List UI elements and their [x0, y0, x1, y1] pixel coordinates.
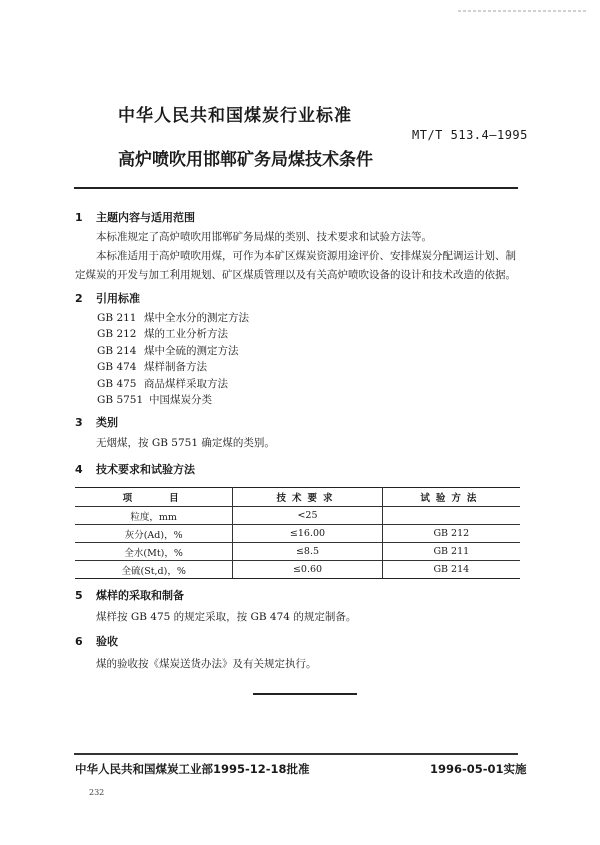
- column-header-requirement: 技术要求: [233, 488, 382, 507]
- approval-line: 中华人民共和国煤炭工业部1995-12-18批准: [75, 762, 310, 776]
- section-heading-3: [75, 414, 118, 430]
- reference-item: GB 212 煤的工业分析方法: [97, 328, 228, 341]
- section-6-para-1: 煤的验收按《煤炭送货办法》及有关规定执行。: [96, 658, 317, 670]
- section-heading-2: [75, 290, 140, 306]
- standard-code: MT/T 513.4—1995: [412, 128, 528, 142]
- requirements-table: [75, 487, 520, 579]
- section-5-para-1: 煤样按 GB 475 的规定采取，按 GB 474 的规定制备。: [96, 611, 357, 623]
- section-3-para-1: 无烟煤，按 GB 5751 确定煤的类别。: [96, 437, 275, 449]
- column-header-method: 试验方法: [382, 488, 520, 507]
- footer-divider: [74, 753, 518, 755]
- section-heading-6: [75, 633, 118, 649]
- section-number: 6: [75, 635, 83, 648]
- reference-item: GB 474 煤样制备方法: [97, 361, 207, 374]
- section-heading-1: [75, 209, 195, 225]
- section-number: 5: [75, 589, 83, 602]
- column-header-item: 项 目: [75, 488, 233, 507]
- section-number: 1: [75, 211, 83, 224]
- table-row: 全硫(St,d)，% ≤0.60 GB 214: [75, 561, 520, 579]
- table-header-row: [75, 488, 520, 507]
- reference-item: GB 475 商品煤样采取方法: [97, 377, 228, 390]
- end-of-text-rule: [253, 693, 357, 695]
- reference-item: GB 211 煤中全水分的测定方法: [97, 312, 249, 324]
- reference-item: GB 5751 中国煤炭分类: [97, 394, 212, 407]
- section-title: 主题内容与适用范围: [96, 211, 195, 224]
- implementation-date: 1996-05-01实施: [430, 762, 527, 776]
- page-number: 232: [89, 788, 105, 797]
- table-row: 灰分(Ad)，% ≤16.00 GB 212: [75, 525, 520, 543]
- reference-list: [97, 310, 249, 408]
- section-title: 技术要求和试验方法: [96, 463, 195, 476]
- table-row: 全水(Mt)，% ≤8.5 GB 211: [75, 543, 520, 561]
- section-title: 验收: [96, 635, 118, 648]
- document-title: 高炉喷吹用邯郸矿务局煤技术条件: [118, 150, 373, 170]
- section-1-para-1: 本标准规定了高炉喷吹用邯郸矿务局煤的类别、技术要求和试验方法等。: [96, 231, 432, 243]
- section-title: 类别: [96, 416, 118, 429]
- section-1-para-2: 本标准适用于高炉喷吹用煤，可作为本矿区煤炭资源用途评价、安排煤炭分配调运计划、制定煤炭的开发与加工利用规划、矿区煤质管理以及有关高炉喷吹设备的设计和技术改造的依据。: [75, 250, 516, 281]
- scan-artifact: [458, 10, 588, 12]
- section-heading-4: [75, 461, 195, 477]
- section-number: 2: [75, 292, 83, 305]
- organization-title: 中华人民共和国煤炭行业标准: [118, 106, 352, 126]
- table-row: 粒度，mm <25: [75, 507, 520, 525]
- section-number: 4: [75, 463, 83, 476]
- reference-item: GB 214 煤中全硫的测定方法: [97, 344, 239, 357]
- header-divider: [74, 187, 518, 189]
- section-title: 煤样的采取和制备: [96, 589, 184, 602]
- section-title: 引用标准: [96, 292, 140, 305]
- section-heading-5: [75, 587, 184, 603]
- section-number: 3: [75, 416, 83, 429]
